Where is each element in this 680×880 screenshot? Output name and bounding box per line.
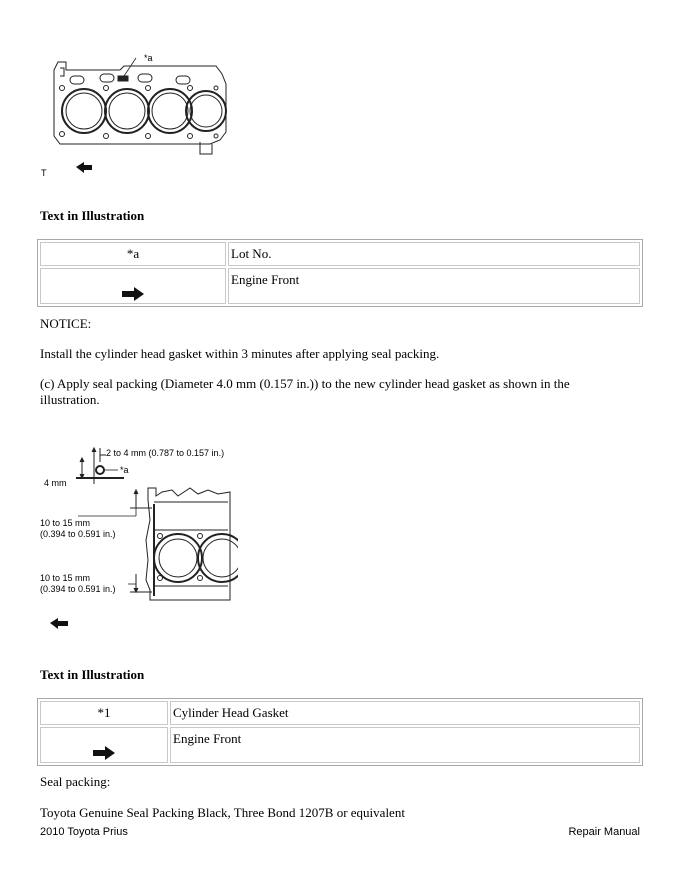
legend2-symbol-1: *1 <box>40 701 168 725</box>
table-row <box>40 701 640 725</box>
dim-mid-label-1: 10 to 15 mm <box>40 518 91 528</box>
table-row <box>40 727 640 763</box>
legend1-text-engine-front: Engine Front <box>228 268 640 304</box>
legend2-text-gasket: Cylinder Head Gasket <box>170 701 640 725</box>
gasket-illustration <box>40 48 240 183</box>
figure1-corner-mark: T <box>41 168 47 178</box>
legend1-text-lot-no: Lot No. <box>228 242 640 266</box>
seal-packing-illustration <box>38 440 238 632</box>
seal-packing-text: Toyota Genuine Seal Packing Black, Three Bond 1207B or equivalent <box>40 805 405 820</box>
dim-low-label-1: 10 to 15 mm <box>40 573 91 583</box>
legend1-table <box>37 239 643 307</box>
gasket-drawing <box>40 48 240 183</box>
engine-front-arrow-icon <box>122 287 144 301</box>
legend2-symbol-arrow <box>40 727 168 763</box>
footer-right: Repair Manual <box>568 826 640 838</box>
legend1-symbol-a: *a <box>40 242 226 266</box>
legend1-heading: Text in Illustration <box>40 208 145 223</box>
dim-left-label: 4 mm <box>44 478 67 488</box>
table-row <box>40 268 640 304</box>
engine-front-arrow-icon <box>93 746 115 760</box>
engine-front-arrow-icon <box>50 618 68 629</box>
dim-mid-label-2: (0.394 to 0.591 in.) <box>40 529 116 539</box>
figure2-callout: *a <box>120 465 129 475</box>
step-c-text: (c) Apply seal packing (Diameter 4.0 mm (0.157 in.)) to the new cylinder head gasket as shown in the illustration. <box>40 376 570 407</box>
footer-left: 2010 Toyota Prius <box>40 826 128 838</box>
legend2-table <box>37 698 643 766</box>
dim-low-label-2: (0.394 to 0.591 in.) <box>40 584 116 594</box>
legend1-symbol-arrow <box>40 268 226 304</box>
dim-top-label: 2 to 4 mm (0.787 to 0.157 in.) <box>106 448 225 458</box>
legend2-text-engine-front: Engine Front <box>170 727 640 763</box>
notice-label: NOTICE: <box>40 316 92 331</box>
legend2-heading: Text in Illustration <box>40 667 145 682</box>
figure1-callout: *a <box>144 53 153 63</box>
seal-packing-label: Seal packing: <box>40 774 111 789</box>
table-row <box>40 242 640 266</box>
engine-front-arrow-icon <box>76 162 92 173</box>
notice-text: Install the cylinder head gasket within 3 minutes after applying seal packing. <box>40 346 440 361</box>
